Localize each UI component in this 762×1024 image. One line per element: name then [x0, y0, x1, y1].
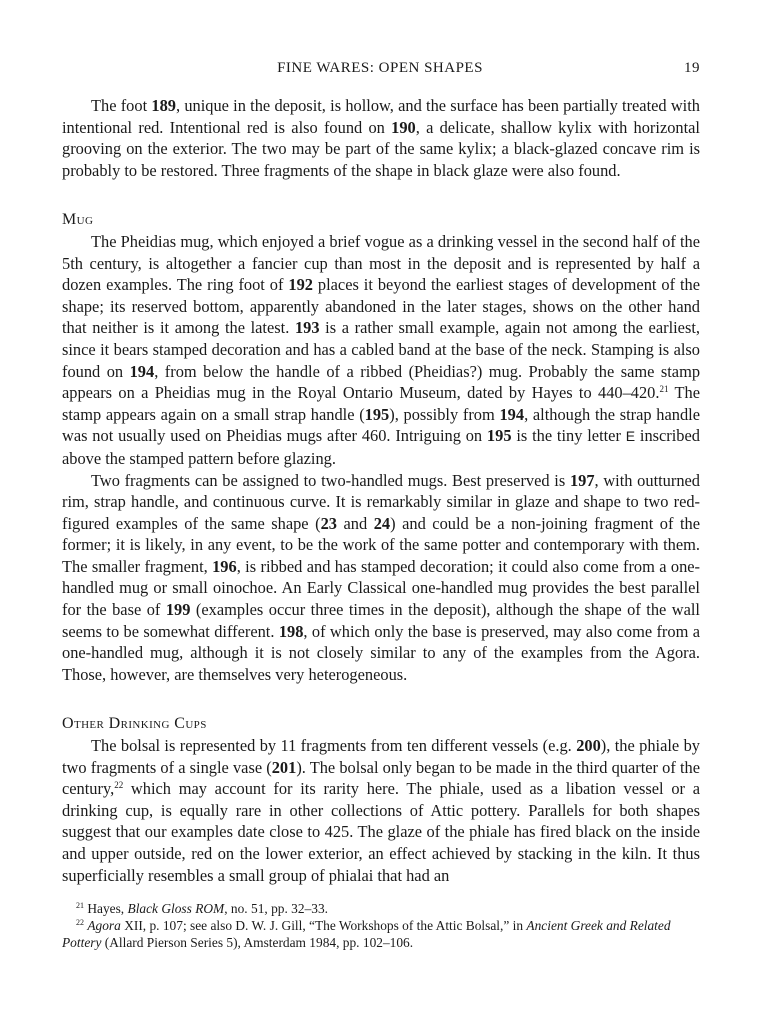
- footnote-ref: 22: [114, 780, 124, 791]
- footnote-ref: 21: [76, 901, 84, 910]
- text-run: inscribed above the stamped pattern before glazing.: [62, 426, 700, 468]
- text-run: ) and could be a non-joining fragment of the former; it is likely, in any event, to be the work of the same potter and contemporary with them. The smaller fragment,: [62, 513, 700, 576]
- running-title: FINE WARES: OPEN SHAPES: [277, 60, 483, 76]
- text-run: ). The bolsal only began to be made in the third quarter of the century,: [62, 757, 700, 799]
- text-run: (examples occur three times in the deposit), although the shape of the wall seems to be somewhat different.: [62, 600, 700, 641]
- text-run: , of which only the base is preserved, may also come from a one-handled mug, although it is not closely similar to any of the examples from the Agora. Those, however, are themselves very heterogeneous.: [62, 621, 700, 684]
- text-run: , with outturned rim, strap handle, and continuous curve. It is remarkably similar in glaze and shape to two red-figured examples of the same shape (: [62, 470, 700, 533]
- text-run: The bolsal is represented by 11 fragments from ten different vessels (e.g.: [91, 736, 577, 756]
- catalogue-number: 189: [151, 96, 176, 115]
- paragraph: [62, 470, 700, 686]
- section-heading: Mug: [62, 211, 94, 229]
- text-run: , from below the handle of a ribbed (Pheidias?) mug. Probably the same stamp appears on a Pheidias mug in the Royal Ontario Museum, dated by Hayes to 440–420.: [62, 361, 701, 403]
- text-run: The foot: [91, 96, 152, 115]
- footnote-ref: 22: [76, 918, 84, 927]
- text-run: XII, p. 107; see also D. W. J. Gill, “The Workshops of the Attic Bolsal,” in: [120, 918, 527, 933]
- catalogue-number: 201: [271, 757, 297, 777]
- text-run: and: [336, 513, 374, 533]
- catalogue-number: 193: [294, 318, 320, 338]
- text-run: places it beyond the earliest stages of development of the shape; its reserved bottom, apparently abandoned in the later stages, shows on the other hand that neither is it among the latest.: [62, 275, 700, 338]
- text-run: The Pheidias mug, which enjoyed a brief vogue as a drinking vessel in the second half of the 5th century, is altogether a fancier cup than most in the deposit and is represented by half a dozen examples. The ring foot of: [62, 231, 700, 295]
- footnote-ref: 21: [659, 384, 669, 395]
- text-run: is the tiny letter: [511, 426, 626, 446]
- catalogue-number: 190: [391, 117, 416, 137]
- footnote: [62, 917, 700, 951]
- paragraph: [62, 735, 700, 886]
- paragraph: [62, 231, 700, 470]
- text-run: is a rather small example, again not among the earliest, since it bears stamped decoration and has a cabled band at the base of the neck. Stamping is also found on: [62, 318, 700, 381]
- text-run: ), the phiale by two fragments of a single vase (: [62, 736, 700, 777]
- text-run: , no. 51, pp. 32–33.: [224, 901, 328, 916]
- footnotes: [62, 900, 700, 951]
- catalogue-number: 24: [373, 513, 391, 533]
- main-text: [62, 95, 700, 886]
- footnote: [62, 900, 700, 917]
- text-run: (Allard Pierson Series 5), Amsterdam 1984, pp. 102–106.: [101, 935, 414, 950]
- catalogue-number: 194: [129, 361, 155, 381]
- section-heading: Other Drinking Cups: [62, 715, 207, 733]
- text-run: Hayes,: [84, 901, 128, 916]
- catalogue-number: 198: [278, 621, 304, 641]
- text-run: , although the strap handle was not usually used on Pheidias mugs after 460. Intriguing on: [62, 404, 700, 446]
- italic-title: Ancient Greek and Related Pottery: [62, 918, 671, 950]
- catalogue-number: 197: [569, 470, 595, 490]
- italic-title: Agora: [87, 918, 121, 933]
- catalogue-number: 196: [212, 556, 237, 576]
- text-run: , unique in the deposit, is hollow, and the surface has been partially treated with intentional red. Intentional red is also found on: [62, 96, 700, 137]
- page-number: 19: [684, 60, 700, 76]
- text-run: The stamp appears again on a small strap handle (: [62, 383, 700, 424]
- text-run: which may account for its rarity here. The phiale, used as a libation vessel or a drinking cup, is equally rare in other collections of Attic pottery. Parallels for both shapes suggest that our examples date close to 425. The glaze of the phiale has fired black on the inside and upper outside, red on the lower exterior, an effect achieved by stacking in the kiln. It thus superficially resembles a small group of phialai that had an: [62, 779, 700, 885]
- text-run: Two fragments can be assigned to two-handled mugs. Best preserved is: [91, 470, 570, 490]
- catalogue-number: 194: [499, 404, 525, 424]
- text-run: , is ribbed and has stamped decoration; it could also come from a one-handled mug or small oinochoe. An Early Classical one-handled mug provides the best parallel for the base of: [62, 556, 700, 620]
- catalogue-number: 195: [364, 404, 390, 424]
- catalogue-number: 199: [165, 600, 191, 620]
- catalogue-number: 23: [320, 513, 337, 533]
- inscribed-letter: E: [625, 428, 636, 445]
- catalogue-number: 200: [576, 736, 601, 756]
- catalogue-number: 192: [288, 275, 313, 295]
- text-run: ), possibly from: [389, 404, 500, 424]
- italic-title: Black Gloss ROM: [127, 901, 225, 916]
- catalogue-number: 195: [486, 426, 512, 446]
- paragraph: [62, 95, 700, 181]
- text-run: , a delicate, shallow kylix with horizontal grooving on the exterior. The two may be part of the same kylix; a black-glazed concave rim is probably to be restored. Three fragments of the shape in black glaze were also found.: [62, 117, 700, 180]
